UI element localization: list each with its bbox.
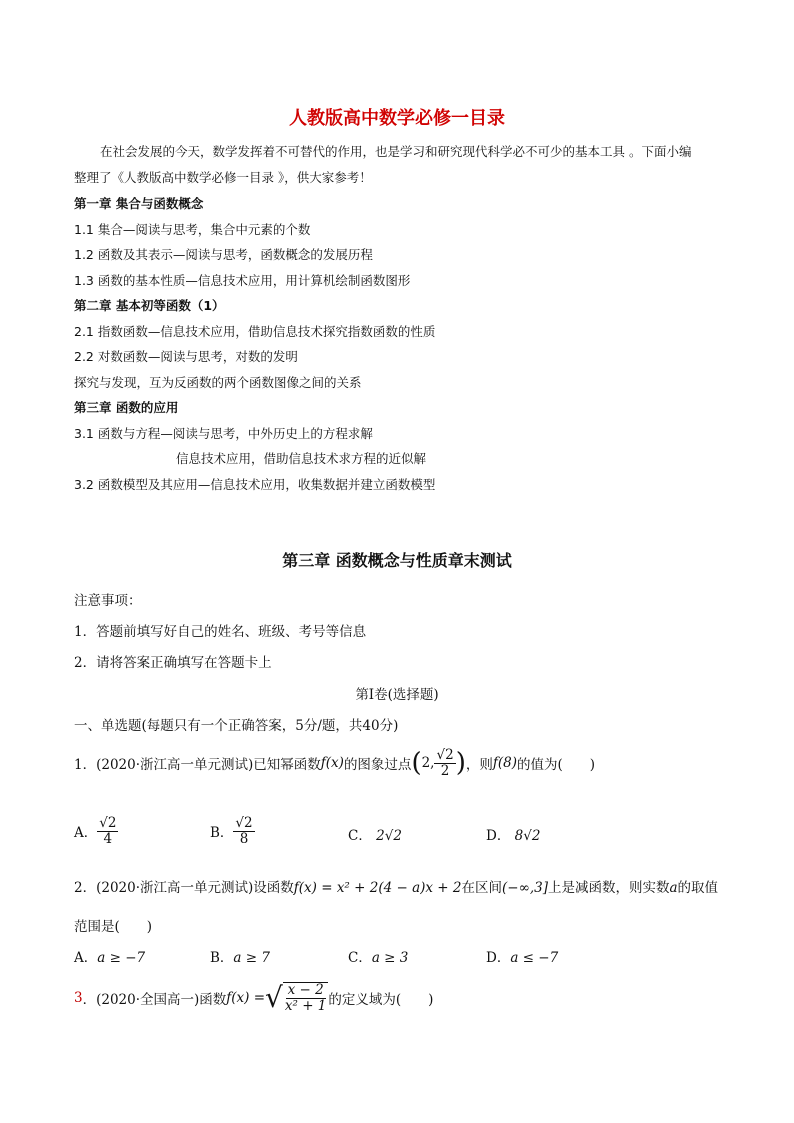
paren-right: ): [455, 748, 466, 779]
section-1-heading: 一、单选题(每题只有一个正确答案，5分/题，共40分): [74, 718, 399, 734]
toc-item: 1.1 集合—阅读与思考，集合中元素的个数: [74, 222, 311, 237]
paren-left: (: [411, 748, 422, 779]
note-2: 2．请将答案正确填写在答题卡上: [74, 655, 272, 671]
chapter-1-heading: 第一章 集合与函数概念: [74, 196, 204, 211]
option-label: A．: [74, 825, 98, 842]
fraction-num: √2: [235, 815, 253, 831]
sqrt-sign: [265, 982, 328, 1014]
q1-prefix: 1．(2020·浙江高一单元测试)已知幂函数: [74, 757, 321, 774]
toc-item: 3.2 函数模型及其应用—信息技术应用，收集数据并建立函数模型: [74, 477, 436, 492]
radical-icon: √: [265, 980, 283, 1014]
option-label: C．: [348, 828, 372, 844]
q1-tail: 的值为( ): [516, 757, 596, 774]
question-3: [74, 982, 433, 1014]
q2-line-2: 范围是( ): [74, 919, 153, 935]
fraction-num: x − 2: [287, 982, 324, 998]
option-value: a ≥ −7: [97, 950, 146, 966]
q1-option-a: [74, 816, 118, 847]
toc-item: 2.2 对数函数—阅读与思考，对数的发明: [74, 349, 298, 364]
q3-fraction: [283, 983, 329, 1014]
q2-var: a: [669, 880, 678, 896]
q3-tail: 的定义域为( ): [328, 991, 434, 1008]
toc-title: 人教版高中数学必修一目录: [289, 108, 505, 129]
q1-point-num: √2: [436, 747, 454, 763]
toc-item: 1.2 函数及其表示—阅读与思考，函数概念的发展历程: [74, 247, 373, 262]
q1-option-c: [348, 824, 402, 844]
option-fraction: [233, 816, 254, 847]
q2-suffix: 上是减函数，则实数: [547, 880, 670, 896]
q1-option-b: [210, 816, 255, 847]
q2-option-b: [210, 946, 270, 966]
option-label: A．: [74, 950, 98, 966]
toc-item: 1.3 函数的基本性质—信息技术应用，用计算机绘制函数图形: [74, 273, 411, 288]
q2-option-a: [74, 946, 145, 966]
toc-item: 3.1 函数与方程—阅读与思考，中外历史上的方程求解: [74, 426, 373, 441]
question-1: [74, 748, 595, 779]
option-value: 8√2: [514, 828, 541, 844]
toc-item: 2.1 指数函数—信息技术应用，借助信息技术探究指数函数的性质: [74, 324, 436, 339]
q2-mid: 在区间: [461, 880, 502, 896]
notes-label: 注意事项：: [74, 593, 142, 609]
option-label: D．: [486, 950, 511, 966]
q1-option-d: [486, 824, 540, 844]
q1-point-den: 2: [440, 762, 450, 779]
q2-prefix: 2．(2020·浙江高一单元测试)设函数: [74, 880, 294, 896]
fraction-den: x² + 1: [284, 997, 327, 1014]
q1-point-x: 2,: [421, 755, 435, 772]
q2-option-d: [486, 946, 558, 966]
q1-f8: f(8): [492, 755, 517, 772]
toc-item: 探究与发现，互为反函数的两个函数图像之间的关系: [74, 375, 362, 390]
q1-fx: f(x): [320, 755, 344, 772]
q2-expression: f(x) = x² + 2(4 − a)x + 2: [293, 880, 462, 896]
option-value: a ≤ −7: [510, 950, 559, 966]
option-label: D．: [486, 828, 511, 844]
option-value: a ≥ 7: [233, 950, 270, 966]
q2-tail: 的取值: [677, 880, 719, 896]
question-2: [74, 876, 718, 896]
fraction-num: √2: [99, 815, 117, 831]
q2-interval: (−∞,3]: [502, 880, 548, 896]
option-fraction: [97, 816, 118, 847]
option-label: B．: [210, 825, 234, 842]
option-label: B．: [210, 950, 234, 966]
intro-line-2: 整理了《人教版高中数学必修一目录 》，供大家参考！: [74, 170, 372, 185]
option-value: 2√2: [376, 828, 402, 844]
note-1: 1．答题前填写好自己的姓名、班级、考号等信息: [74, 624, 367, 640]
test-title: 第三章 函数概念与性质章末测试: [282, 551, 512, 570]
fraction-den: 4: [103, 830, 113, 847]
q2-option-c: [348, 946, 408, 966]
q3-prefix: ．(2020·全国高一)函数: [82, 991, 227, 1008]
intro-line-1: 在社会发展的今天，数学发挥着不可替代的作用，也是学习和研究现代科学必不可少的基本工具 。下面小编: [100, 144, 692, 159]
toc-item: 信息技术应用，借助信息技术求方程的近似解: [176, 451, 427, 466]
fraction-den: 8: [239, 830, 249, 847]
q1-mid: 的图象过点: [343, 757, 412, 774]
chapter-3-heading: 第三章 函数的应用: [74, 400, 179, 415]
chapter-2-heading: 第二章 基本初等函数（1）: [74, 298, 225, 313]
option-label: C．: [348, 950, 372, 966]
q3-number: 3: [74, 989, 83, 1006]
option-value: a ≥ 3: [371, 950, 409, 966]
q1-point-y-fraction: [434, 748, 455, 779]
q1-suffix: ，则: [465, 757, 493, 774]
q3-fx: f(x) =: [226, 989, 266, 1006]
volume-label: 第I卷(选择题): [355, 687, 439, 703]
radicand: [283, 982, 329, 1014]
